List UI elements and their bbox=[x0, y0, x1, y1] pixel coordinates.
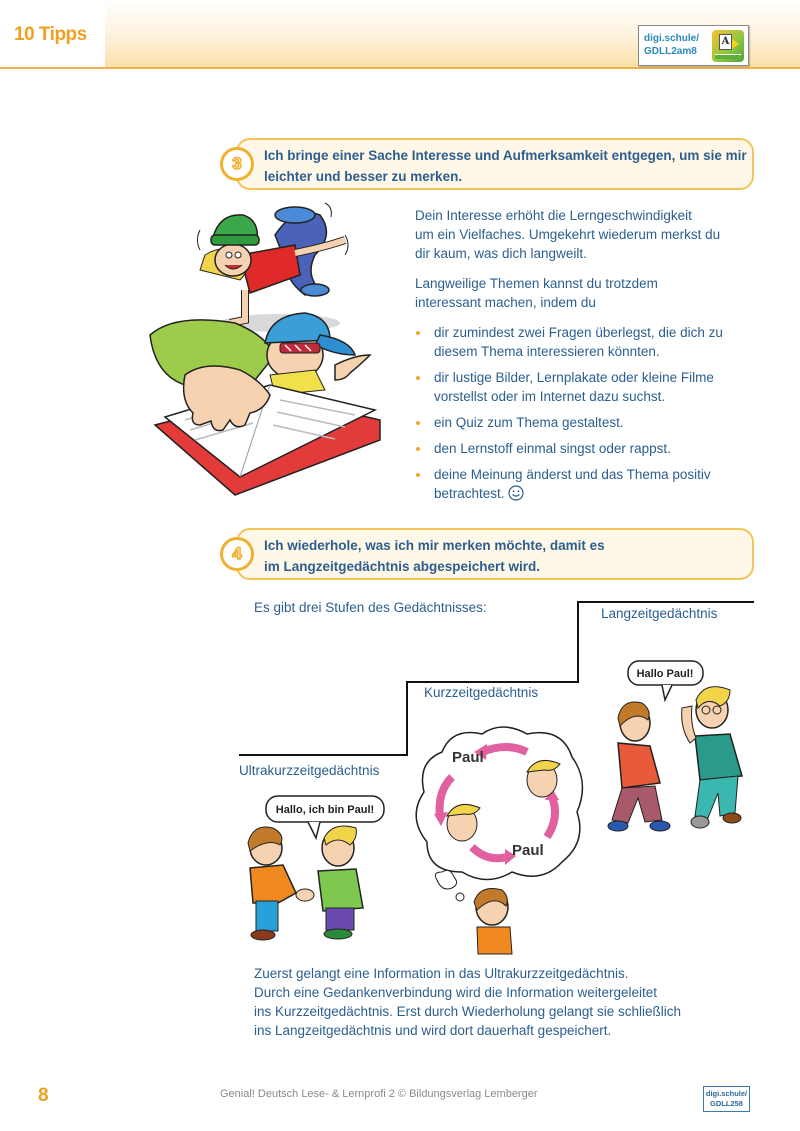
digi-badge-line1: digi.schule/ bbox=[644, 33, 700, 44]
digi-schule-link-badge[interactable] bbox=[638, 25, 749, 66]
footer-copyright: Genial! Deutsch Lese- & Lernprofi 2 © Bildungsverlag Lemberger bbox=[220, 1088, 538, 1100]
section-title: 10 Tipps bbox=[14, 24, 87, 45]
arrow-icon bbox=[732, 39, 739, 49]
tip-3-number: 3 bbox=[232, 154, 242, 173]
memory-stages-intro: Es gibt drei Stufen des Gedächtnisses: bbox=[254, 600, 487, 615]
tip-3-bullet-list bbox=[415, 323, 760, 510]
text-line: interessant machen, indem du bbox=[415, 295, 596, 310]
tip-4-number: 4 bbox=[232, 544, 242, 563]
tip-3-banner bbox=[236, 138, 754, 190]
text-line: diesem Thema interessieren könnten. bbox=[434, 344, 660, 359]
text-line: Langweilige Themen kannst du trotzdem bbox=[415, 276, 658, 291]
bullet-dot-icon bbox=[416, 421, 420, 425]
text-line: deine Meinung änderst und das Thema positiv bbox=[434, 467, 711, 482]
bullet-dot-icon bbox=[416, 447, 420, 451]
bullet-dot-icon bbox=[416, 331, 420, 335]
tip-4-title-line1: Ich wiederhole, was ich mir merken möchte, damit es bbox=[264, 538, 605, 553]
text-line bbox=[434, 484, 760, 503]
text-line: Durch eine Gedankenverbindung wird die Information weitergeleitet bbox=[254, 985, 657, 1000]
bullet-item bbox=[415, 465, 760, 503]
footer-badge-code bbox=[704, 1089, 749, 1109]
app-label-strip bbox=[715, 54, 741, 59]
text-line: dir lustige Bilder, Lernplakate oder kleine Filme bbox=[434, 370, 714, 385]
footer-badge-line1: digi.schule/ bbox=[705, 1089, 748, 1098]
bullet-dot-icon bbox=[416, 473, 420, 477]
memory-summary-paragraph bbox=[254, 964, 754, 1040]
digi-badge-line2: GDLL2am8 bbox=[644, 46, 697, 57]
digi-badge-code bbox=[644, 32, 699, 58]
text-line: Dein Interesse erhöht die Lerngeschwindigkeit bbox=[415, 208, 692, 223]
text-line: ins Langzeitgedächtnis und wird dort dauerhaft gespeichert. bbox=[254, 1023, 612, 1038]
bullet-item bbox=[415, 413, 760, 432]
bullet-item bbox=[415, 323, 760, 361]
greeting-illustration bbox=[600, 658, 760, 838]
ultra-speech-bubble-text: Hallo, ich bin Paul! bbox=[275, 804, 375, 816]
text-line: um ein Vielfaches. Umgekehrt wiederum merkst du bbox=[415, 227, 721, 242]
stage-label-long-term: Langzeitgedächtnis bbox=[601, 606, 718, 621]
handshake-illustration bbox=[238, 793, 388, 948]
text-fragment: betrachtest. bbox=[434, 486, 505, 501]
text-line: den Lernstoff einmal singst oder rappst. bbox=[434, 441, 671, 456]
tip-3-title-line1: Ich bringe einer Sache Interesse und Aufmerksamkeit entgegen, um sie mir bbox=[264, 148, 747, 163]
bullet-item bbox=[415, 439, 760, 458]
text-line: Zuerst gelangt eine Information in das Ultrakurzzeitgedächtnis. bbox=[254, 966, 629, 981]
thought-cloud-illustration bbox=[412, 722, 587, 957]
tip-3-number-badge bbox=[220, 147, 254, 181]
kids-reading-book-illustration bbox=[145, 195, 395, 500]
tip-3-paragraph-2 bbox=[415, 274, 760, 312]
thought-word-paul-1: Paul bbox=[452, 749, 484, 766]
flashcard-app-icon bbox=[712, 30, 744, 62]
thought-word-paul-2: Paul bbox=[512, 842, 544, 859]
text-line: ein Quiz zum Thema gestaltest. bbox=[434, 415, 624, 430]
letter-card-icon: A bbox=[719, 34, 732, 50]
bullet-item bbox=[415, 368, 760, 406]
text-line: dir zumindest zwei Fragen überlegst, die dich zu bbox=[434, 325, 723, 340]
smiley-icon bbox=[508, 485, 524, 501]
footer-badge-line2: GDLL258 bbox=[710, 1099, 743, 1108]
stage-label-ultra-short-term: Ultrakurzzeitgedächtnis bbox=[239, 763, 380, 778]
page-header bbox=[0, 0, 800, 68]
tip-3-title bbox=[264, 145, 747, 187]
long-speech-bubble-text: Hallo Paul! bbox=[636, 668, 694, 680]
tip-4-number-badge bbox=[220, 537, 254, 571]
page-number: 8 bbox=[38, 1085, 49, 1106]
tip-4-title-line2: im Langzeitgedächtnis abgespeichert wird. bbox=[264, 559, 541, 574]
tip-4-title bbox=[264, 535, 605, 577]
text-line: ins Kurzzeitgedächtnis. Erst durch Wiederholung gelangt sie schließlich bbox=[254, 1004, 681, 1019]
tip-3-title-line2: leichter und besser zu merken. bbox=[264, 169, 463, 184]
tip-3-paragraph-1 bbox=[415, 206, 760, 263]
stage-label-short-term: Kurzzeitgedächtnis bbox=[424, 685, 539, 700]
bullet-dot-icon bbox=[416, 376, 420, 380]
tip-4-banner bbox=[236, 528, 754, 580]
text-line: dir kaum, was dich langweilt. bbox=[415, 246, 587, 261]
text-line: vorstellst oder im Internet dazu suchst. bbox=[434, 389, 666, 404]
header-divider bbox=[0, 67, 800, 69]
footer-digi-schule-badge[interactable] bbox=[703, 1086, 750, 1112]
